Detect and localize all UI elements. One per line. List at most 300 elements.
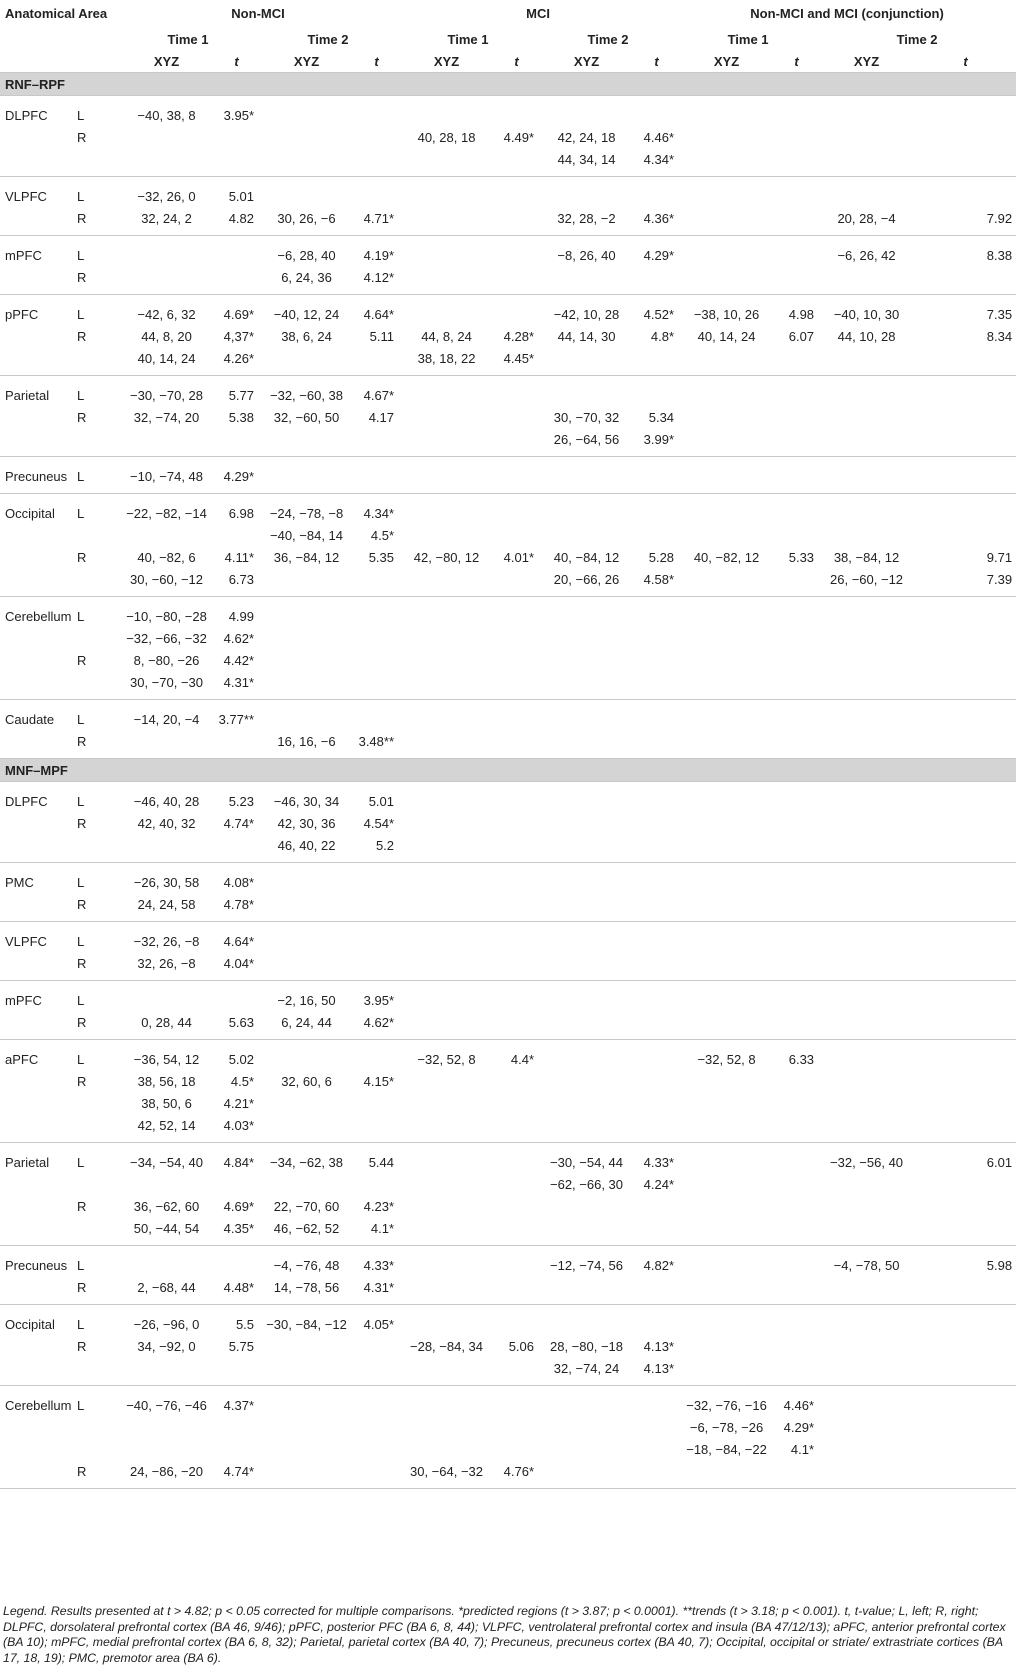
xyz-coordinate xyxy=(398,406,495,428)
xyz-coordinate xyxy=(678,700,775,731)
xyz-coordinate xyxy=(398,649,495,671)
t-value: 4.03* xyxy=(215,1114,258,1143)
xyz-coordinate: 42, 52, 14 xyxy=(118,1114,215,1143)
t-value xyxy=(915,1040,1016,1071)
t-value xyxy=(775,1357,818,1386)
xyz-coordinate xyxy=(818,1357,915,1386)
t-value xyxy=(495,922,538,953)
xyz-coordinate: 32, 24, 2 xyxy=(118,207,215,236)
xyz-coordinate xyxy=(818,1092,915,1114)
hemisphere-side xyxy=(73,671,118,700)
t-value xyxy=(915,1386,1016,1417)
xyz-coordinate xyxy=(538,700,635,731)
xyz-coordinate xyxy=(398,1114,495,1143)
section-row xyxy=(0,73,1016,96)
xyz-coordinate: 30, −70, −30 xyxy=(118,671,215,700)
xyz-coordinate: −30, −54, 44 xyxy=(550,1154,624,1170)
xyz-coordinate xyxy=(678,730,775,759)
xyz-coordinate: 38, 56, 18 xyxy=(137,1073,196,1089)
t-value: 5.33 xyxy=(788,549,815,565)
area-name: pPFC xyxy=(5,306,39,322)
t-value: 3.48** xyxy=(355,730,398,759)
header-xyz: XYZ xyxy=(678,50,775,73)
header-t: t xyxy=(775,50,818,73)
xyz-coordinate: −38, 10, 26 xyxy=(693,306,760,322)
t-value: 4.74* xyxy=(215,1460,258,1489)
xyz-coordinate xyxy=(678,1114,775,1143)
table-row xyxy=(0,148,1016,177)
table-row xyxy=(0,863,1016,894)
xyz-coordinate: 40, −84, 12 xyxy=(553,549,620,565)
t-value xyxy=(495,266,538,295)
t-value xyxy=(775,1070,818,1092)
hemisphere-side xyxy=(73,627,118,649)
xyz-coordinate xyxy=(678,568,775,597)
area-name xyxy=(0,1070,73,1092)
t-value: 4.58* xyxy=(635,568,678,597)
t-value: 7.39 xyxy=(915,568,1016,597)
t-value xyxy=(775,863,818,894)
t-value xyxy=(635,1114,678,1143)
xyz-coordinate: −32, −60, 38 xyxy=(270,387,344,403)
hemisphere-side: L xyxy=(77,992,85,1008)
xyz-coordinate: 8, −80, −26 xyxy=(133,652,200,668)
t-value: 5.2 xyxy=(355,834,398,863)
xyz-coordinate xyxy=(818,981,915,1012)
t-value xyxy=(355,126,398,148)
t-value xyxy=(915,627,1016,649)
t-value xyxy=(775,1246,818,1277)
t-value: 5.01 xyxy=(368,793,395,809)
t-value: 5.35 xyxy=(368,549,395,565)
table-row xyxy=(0,597,1016,628)
hemisphere-side: L xyxy=(77,874,85,890)
t-value xyxy=(915,177,1016,208)
area-name xyxy=(0,1460,73,1489)
xyz-coordinate xyxy=(818,1276,915,1305)
t-value xyxy=(775,730,818,759)
xyz-coordinate xyxy=(678,952,775,981)
table-row xyxy=(0,406,1016,428)
t-value xyxy=(495,568,538,597)
hemisphere-side: R xyxy=(77,409,87,425)
table-row xyxy=(0,1438,1016,1460)
xyz-coordinate xyxy=(678,834,775,863)
t-value: 4.84* xyxy=(223,1154,255,1170)
xyz-coordinate xyxy=(258,627,355,649)
t-value xyxy=(915,1195,1016,1217)
hemisphere-side xyxy=(73,1438,118,1460)
xyz-coordinate: −32, 26, −8 xyxy=(133,933,200,949)
xyz-coordinate xyxy=(818,1438,915,1460)
xyz-coordinate: −62, −66, 30 xyxy=(550,1176,624,1192)
xyz-coordinate xyxy=(678,1143,775,1174)
t-value xyxy=(635,96,678,127)
xyz-coordinate xyxy=(678,126,775,148)
xyz-coordinate xyxy=(258,893,355,922)
xyz-coordinate: 32, 28, −2 xyxy=(538,207,635,236)
xyz-coordinate xyxy=(538,347,635,376)
t-value: 4.19* xyxy=(363,247,395,263)
area-name xyxy=(0,952,73,981)
t-value: 4.08* xyxy=(223,874,255,890)
xyz-coordinate xyxy=(258,1460,355,1489)
header-xyz: XYZ xyxy=(818,50,915,73)
t-value xyxy=(775,1143,818,1174)
t-value xyxy=(915,812,1016,834)
xyz-coordinate: −40, −84, 14 xyxy=(270,527,344,543)
xyz-coordinate xyxy=(678,1276,775,1305)
table-row xyxy=(0,1305,1016,1336)
xyz-coordinate: −36, 54, 12 xyxy=(133,1051,200,1067)
t-value: 4.62* xyxy=(355,1011,398,1040)
xyz-coordinate: 46, −62, 52 xyxy=(258,1217,355,1246)
t-value xyxy=(495,1143,538,1174)
xyz-coordinate xyxy=(678,1092,775,1114)
t-value xyxy=(215,834,258,863)
xyz-coordinate xyxy=(678,863,775,894)
xyz-coordinate xyxy=(398,1070,495,1092)
xyz-coordinate: 28, −80, −18 xyxy=(550,1338,624,1354)
xyz-coordinate: 46, 40, 22 xyxy=(258,834,355,863)
xyz-coordinate: −4, −76, 48 xyxy=(273,1257,340,1273)
xyz-coordinate xyxy=(398,568,495,597)
t-value xyxy=(635,782,678,813)
t-value xyxy=(915,952,1016,981)
area-name: DLPFC xyxy=(5,793,48,809)
t-value: 4.17 xyxy=(368,409,395,425)
t-value xyxy=(915,922,1016,953)
t-value xyxy=(915,1305,1016,1336)
t-value xyxy=(495,627,538,649)
t-value xyxy=(915,1217,1016,1246)
hemisphere-side: L xyxy=(77,1257,85,1273)
t-value: 5.02 xyxy=(228,1051,255,1067)
xyz-coordinate: 38, 18, 22 xyxy=(398,347,495,376)
table-row xyxy=(0,568,1016,597)
xyz-coordinate xyxy=(538,1386,635,1417)
xyz-coordinate: 16, 16, −6 xyxy=(258,730,355,759)
xyz-coordinate xyxy=(118,1357,215,1386)
t-value xyxy=(915,1460,1016,1489)
t-value: 3.95* xyxy=(363,992,395,1008)
t-value xyxy=(915,782,1016,813)
t-value xyxy=(355,1092,398,1114)
xyz-coordinate xyxy=(118,1173,215,1195)
xyz-coordinate xyxy=(398,428,495,457)
area-name xyxy=(0,671,73,700)
t-value: 4.82* xyxy=(643,1257,675,1273)
t-value xyxy=(355,1173,398,1195)
t-value: 6.07 xyxy=(788,328,815,344)
table-row xyxy=(0,834,1016,863)
xyz-coordinate xyxy=(678,1070,775,1092)
t-value: 6.98 xyxy=(228,505,255,521)
t-value xyxy=(915,1173,1016,1195)
area-name xyxy=(0,1217,73,1246)
xyz-coordinate xyxy=(538,494,635,525)
t-value xyxy=(915,376,1016,407)
t-value: 4.64* xyxy=(223,933,255,949)
table-row xyxy=(0,981,1016,1012)
t-value xyxy=(915,1092,1016,1114)
t-value xyxy=(635,347,678,376)
xyz-coordinate xyxy=(118,126,215,148)
table-row xyxy=(0,376,1016,407)
t-value xyxy=(635,1305,678,1336)
xyz-coordinate: 2, −68, 44 xyxy=(118,1276,215,1305)
t-value xyxy=(635,494,678,525)
t-value xyxy=(635,812,678,834)
t-value: 4.4* xyxy=(510,1051,535,1067)
xyz-coordinate xyxy=(398,671,495,700)
t-value xyxy=(775,568,818,597)
t-value: 4.1* xyxy=(790,1441,815,1457)
xyz-coordinate xyxy=(398,812,495,834)
t-value xyxy=(915,524,1016,546)
hemisphere-side: R xyxy=(77,1198,87,1214)
xyz-coordinate: 14, −78, 56 xyxy=(258,1276,355,1305)
t-value: 4.34* xyxy=(635,148,678,177)
table-row xyxy=(0,1114,1016,1143)
t-value: 4.37* xyxy=(223,1397,255,1413)
xyz-coordinate: −30, −70, 28 xyxy=(130,387,204,403)
t-value: 5.01 xyxy=(228,188,255,204)
table-row xyxy=(0,952,1016,981)
t-value: 4.28* xyxy=(503,328,535,344)
xyz-coordinate: −2, 16, 50 xyxy=(277,992,336,1008)
t-value xyxy=(495,952,538,981)
xyz-coordinate: 20, −66, 26 xyxy=(538,568,635,597)
t-value xyxy=(635,1070,678,1092)
t-value xyxy=(495,700,538,731)
t-value xyxy=(355,893,398,922)
xyz-coordinate xyxy=(398,782,495,813)
xyz-coordinate xyxy=(258,1040,355,1071)
t-value xyxy=(635,834,678,863)
t-value xyxy=(775,922,818,953)
t-value: 5.38 xyxy=(228,409,255,425)
t-value xyxy=(775,812,818,834)
table-row xyxy=(0,347,1016,376)
xyz-coordinate xyxy=(538,1070,635,1092)
xyz-coordinate: 30, −60, −12 xyxy=(118,568,215,597)
area-name xyxy=(0,126,73,148)
xyz-coordinate: −32, −56, 40 xyxy=(830,1154,904,1170)
hemisphere-side: R xyxy=(77,815,87,831)
t-value xyxy=(355,1357,398,1386)
xyz-coordinate: 6, 24, 36 xyxy=(258,266,355,295)
t-value xyxy=(635,1011,678,1040)
table-row xyxy=(0,1195,1016,1217)
xyz-coordinate: 44, 8, 20 xyxy=(141,328,192,344)
xyz-coordinate xyxy=(678,177,775,208)
t-value xyxy=(635,627,678,649)
t-value xyxy=(355,1335,398,1357)
xyz-coordinate: −26, −96, 0 xyxy=(133,1316,200,1332)
xyz-coordinate xyxy=(398,1246,495,1277)
xyz-coordinate: 32, 26, −8 xyxy=(118,952,215,981)
xyz-coordinate xyxy=(678,627,775,649)
xyz-coordinate: −46, 40, 28 xyxy=(133,793,200,809)
xyz-coordinate: −32, 52, 8 xyxy=(417,1051,476,1067)
t-value: 9.71 xyxy=(986,549,1013,565)
t-value xyxy=(775,266,818,295)
t-value: 4.49* xyxy=(503,129,535,145)
xyz-coordinate xyxy=(398,700,495,731)
t-value xyxy=(775,524,818,546)
table-row xyxy=(0,1416,1016,1438)
t-value: 6.73 xyxy=(215,568,258,597)
xyz-coordinate xyxy=(678,494,775,525)
t-value xyxy=(915,1114,1016,1143)
t-value xyxy=(215,981,258,1012)
area-name xyxy=(0,1114,73,1143)
t-value xyxy=(495,1416,538,1438)
table-row xyxy=(0,428,1016,457)
t-value xyxy=(495,1246,538,1277)
t-value: 4.69* xyxy=(223,306,255,322)
xyz-coordinate: 20, 28, −4 xyxy=(818,207,915,236)
t-value xyxy=(635,1276,678,1305)
xyz-coordinate xyxy=(818,1173,915,1195)
t-value xyxy=(495,148,538,177)
t-value: 4.04* xyxy=(215,952,258,981)
t-value xyxy=(635,649,678,671)
t-value: 4.99 xyxy=(228,608,255,624)
hemisphere-side xyxy=(73,347,118,376)
t-value: 4.11* xyxy=(224,549,255,565)
header-xyz: XYZ xyxy=(398,50,495,73)
xyz-coordinate: −26, 30, 58 xyxy=(133,874,200,890)
t-value xyxy=(215,524,258,546)
xyz-coordinate: 0, 28, 44 xyxy=(118,1011,215,1040)
xyz-coordinate xyxy=(818,376,915,407)
xyz-coordinate: 36, −84, 12 xyxy=(273,549,340,565)
t-value xyxy=(495,893,538,922)
t-value xyxy=(915,730,1016,759)
t-value xyxy=(215,266,258,295)
xyz-coordinate xyxy=(678,1305,775,1336)
t-value xyxy=(495,649,538,671)
t-value xyxy=(215,730,258,759)
xyz-coordinate: −24, −78, −8 xyxy=(269,505,344,521)
t-value xyxy=(355,1416,398,1438)
t-value xyxy=(775,981,818,1012)
hemisphere-side xyxy=(73,148,118,177)
t-value: 4.26* xyxy=(215,347,258,376)
t-value xyxy=(635,457,678,494)
xyz-coordinate xyxy=(398,730,495,759)
xyz-coordinate xyxy=(678,347,775,376)
xyz-coordinate xyxy=(258,347,355,376)
xyz-coordinate xyxy=(818,347,915,376)
xyz-coordinate: 44, 34, 14 xyxy=(538,148,635,177)
t-value xyxy=(775,893,818,922)
xyz-coordinate xyxy=(678,1357,775,1386)
xyz-coordinate xyxy=(398,494,495,525)
xyz-coordinate: −28, −84, 34 xyxy=(410,1338,484,1354)
xyz-coordinate xyxy=(818,1114,915,1143)
table-row xyxy=(0,457,1016,494)
xyz-coordinate xyxy=(118,1416,215,1438)
xyz-coordinate xyxy=(538,376,635,407)
t-value xyxy=(495,207,538,236)
xyz-coordinate: 42, −80, 12 xyxy=(413,549,480,565)
t-value xyxy=(635,524,678,546)
t-value xyxy=(635,1386,678,1417)
xyz-coordinate xyxy=(398,1276,495,1305)
t-value xyxy=(495,457,538,494)
t-value xyxy=(775,649,818,671)
table-row xyxy=(0,325,1016,347)
header-t: t xyxy=(215,50,258,73)
table-row xyxy=(0,1011,1016,1040)
xyz-coordinate xyxy=(538,834,635,863)
t-value xyxy=(355,177,398,208)
xyz-coordinate xyxy=(398,524,495,546)
area-name: Occipital xyxy=(5,1316,55,1332)
xyz-coordinate xyxy=(538,1438,635,1460)
xyz-coordinate xyxy=(818,1040,915,1071)
xyz-coordinate xyxy=(678,148,775,177)
xyz-coordinate xyxy=(118,834,215,863)
xyz-coordinate xyxy=(678,428,775,457)
t-value xyxy=(915,494,1016,525)
xyz-coordinate xyxy=(398,457,495,494)
t-value: 5.11 xyxy=(369,328,395,344)
hemisphere-side: R xyxy=(77,129,87,145)
xyz-coordinate: −40, 10, 30 xyxy=(833,306,900,322)
t-value xyxy=(495,1195,538,1217)
xyz-coordinate xyxy=(818,730,915,759)
xyz-coordinate xyxy=(678,649,775,671)
xyz-coordinate: −6, 28, 40 xyxy=(277,247,336,263)
t-value xyxy=(635,1217,678,1246)
xyz-coordinate xyxy=(398,1305,495,1336)
xyz-coordinate xyxy=(818,96,915,127)
header-t: t xyxy=(915,50,1016,73)
xyz-coordinate xyxy=(538,1040,635,1071)
t-value xyxy=(775,1305,818,1336)
xyz-coordinate: 32, −60, 50 xyxy=(273,409,340,425)
xyz-coordinate xyxy=(398,863,495,894)
xyz-coordinate xyxy=(538,782,635,813)
xyz-coordinate xyxy=(398,1092,495,1114)
xyz-coordinate xyxy=(398,834,495,863)
t-value xyxy=(915,1070,1016,1092)
area-name xyxy=(0,1357,73,1386)
t-value: 3.95* xyxy=(223,107,255,123)
xyz-coordinate: −22, −82, −14 xyxy=(126,505,207,521)
t-value: 4.5* xyxy=(370,527,395,543)
xyz-coordinate xyxy=(818,457,915,494)
t-value: 4.29* xyxy=(783,1419,815,1435)
xyz-coordinate: 38, −84, 12 xyxy=(833,549,900,565)
xyz-coordinate xyxy=(258,700,355,731)
xyz-coordinate xyxy=(398,922,495,953)
t-value xyxy=(495,295,538,326)
table-row xyxy=(0,1070,1016,1092)
xyz-coordinate xyxy=(398,266,495,295)
xyz-coordinate: 38, 50, 6 xyxy=(141,1095,192,1111)
t-value xyxy=(635,376,678,407)
xyz-coordinate xyxy=(678,1460,775,1489)
t-value: 4.78* xyxy=(215,893,258,922)
xyz-coordinate xyxy=(398,1357,495,1386)
area-name xyxy=(0,893,73,922)
t-value xyxy=(495,1276,538,1305)
